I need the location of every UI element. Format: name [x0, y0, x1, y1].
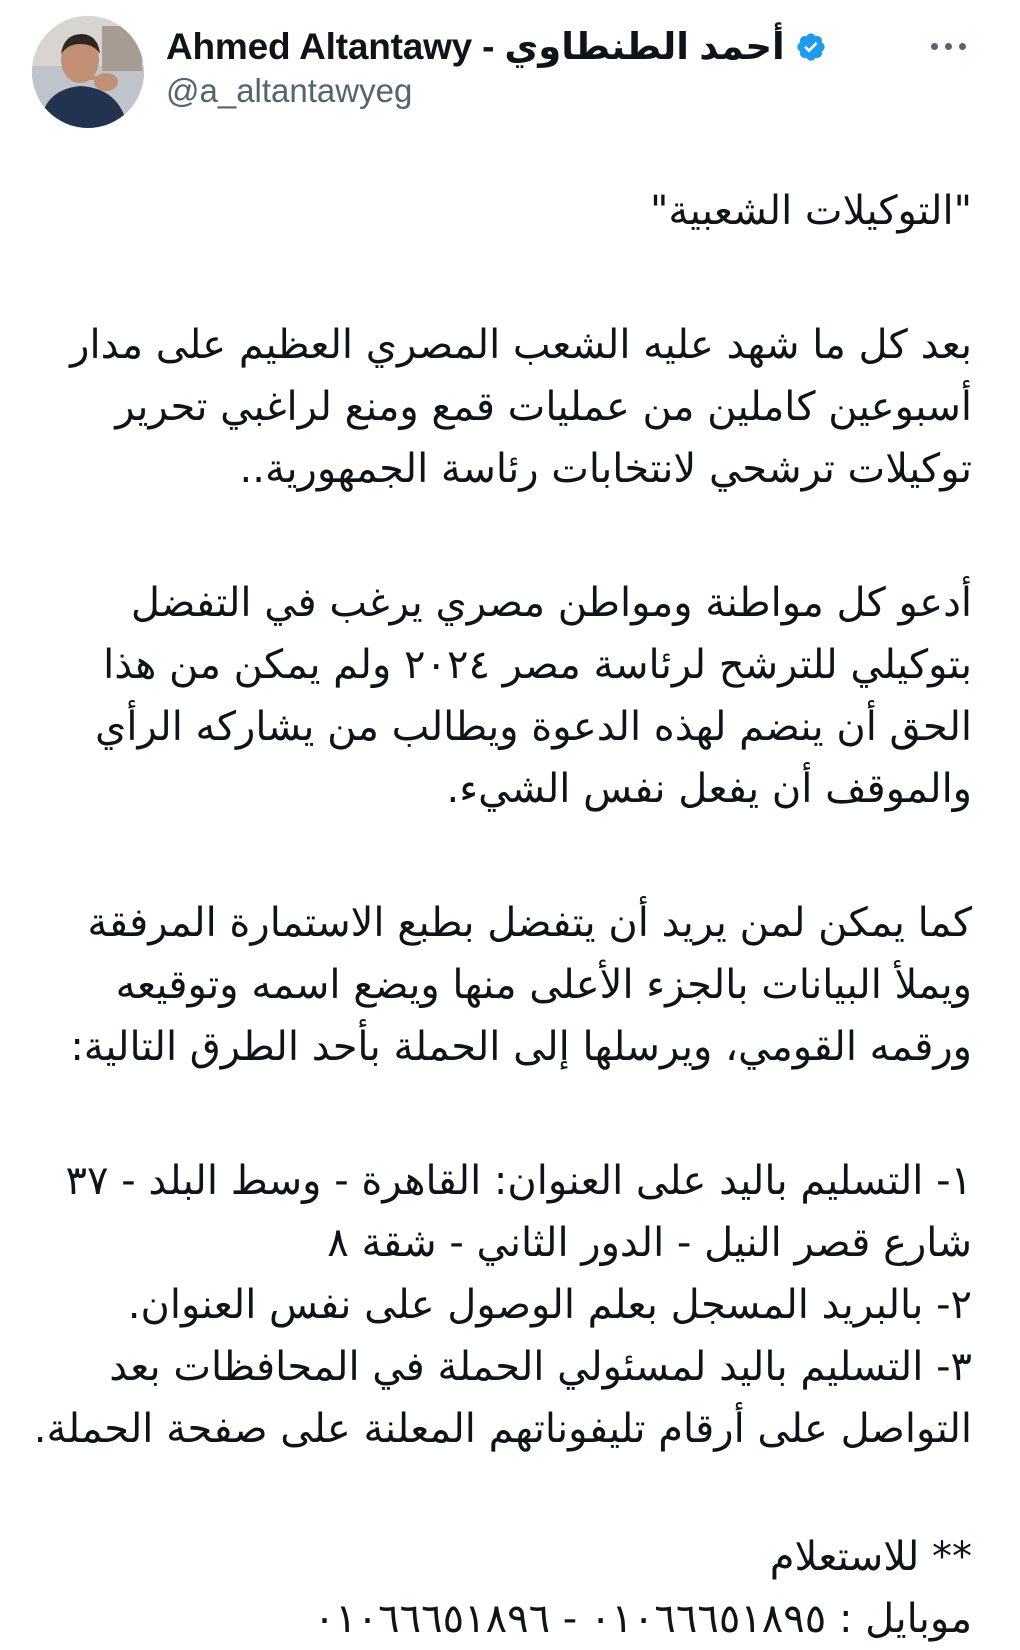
delivery-method-line: شارع قصر النيل - الدور الثاني - شقة ٨ [327, 1220, 972, 1266]
tweet-paragraph-line: كما يمكن لمن يريد أن يتفضل بطبع الاستمارة المرفقة [87, 900, 972, 946]
tweet-paragraph-line: الحق أن ينضم لهذه الدعوة ويطالب من يشاركه الرأي [95, 704, 972, 750]
avatar[interactable] [32, 16, 144, 128]
delivery-method-line: ١- التسليم باليد على العنوان: القاهرة - وسط البلد - ٣٧ [65, 1158, 972, 1204]
mobile-numbers: موبايل : ٠١٠٦٦٦٥١٨٩٥ - ٠١٠٦٦٦٥١٨٩٦ [313, 1596, 972, 1642]
tweet-text [33, 180, 972, 1650]
tweet-paragraph-line: ورقمه القومي، ويرسلها إلى الحملة بأحد الطرق التالية: [70, 1024, 972, 1070]
author-handle[interactable]: @a_altantawyeg [166, 72, 413, 109]
tweet-paragraph-line: ويملأ البيانات بالجزء الأعلى منها ويضع اسمه وتوقيعه [115, 962, 972, 1008]
delivery-method-line: ٣- التسليم باليد لمسئولي الحملة في المحافظات بعد [109, 1344, 972, 1390]
tweet-header [0, 0, 1020, 140]
inquiry-label: ** للاستعلام [769, 1534, 972, 1580]
author-display-name[interactable]: Ahmed Altantawy - أحمد الطنطاوي [166, 25, 785, 67]
tweet-title: "التوكيلات الشعبية" [649, 188, 972, 234]
tweet-paragraph-line: بتوكيلي للترشح لرئاسة مصر ٢٠٢٤ ولم يمكن من هذا [103, 642, 972, 688]
tweet-paragraph-line: أدعو كل مواطنة ومواطن مصري يرغب في التفضل [130, 580, 972, 626]
tweet-paragraph-line: أسبوعين كاملين من عمليات قمع ومنع لراغبي تحرير [115, 384, 972, 430]
author-name-row[interactable] [166, 22, 827, 70]
delivery-method-line: التواصل على أرقام تليفوناتهم المعلنة على صفحة الحملة. [33, 1406, 972, 1452]
tweet-paragraph-line: توكيلات ترشحي لانتخابات رئاسة الجمهورية.. [239, 446, 972, 492]
more-options-icon-dot [945, 43, 952, 50]
avatar-photo [32, 16, 144, 128]
more-options-icon [931, 43, 938, 50]
verified-badge-icon [795, 31, 827, 63]
more-options-button[interactable] [918, 22, 978, 70]
more-options-icon-dot [959, 43, 966, 50]
delivery-method-line: ٢- بالبريد المسجل بعلم الوصول على نفس العنوان. [127, 1282, 972, 1328]
tweet-paragraph-line: بعد كل ما شهد عليه الشعب المصري العظيم على مدار [70, 322, 972, 368]
tweet-paragraph-line: والموقف أن يفعل نفس الشيء. [446, 766, 972, 812]
